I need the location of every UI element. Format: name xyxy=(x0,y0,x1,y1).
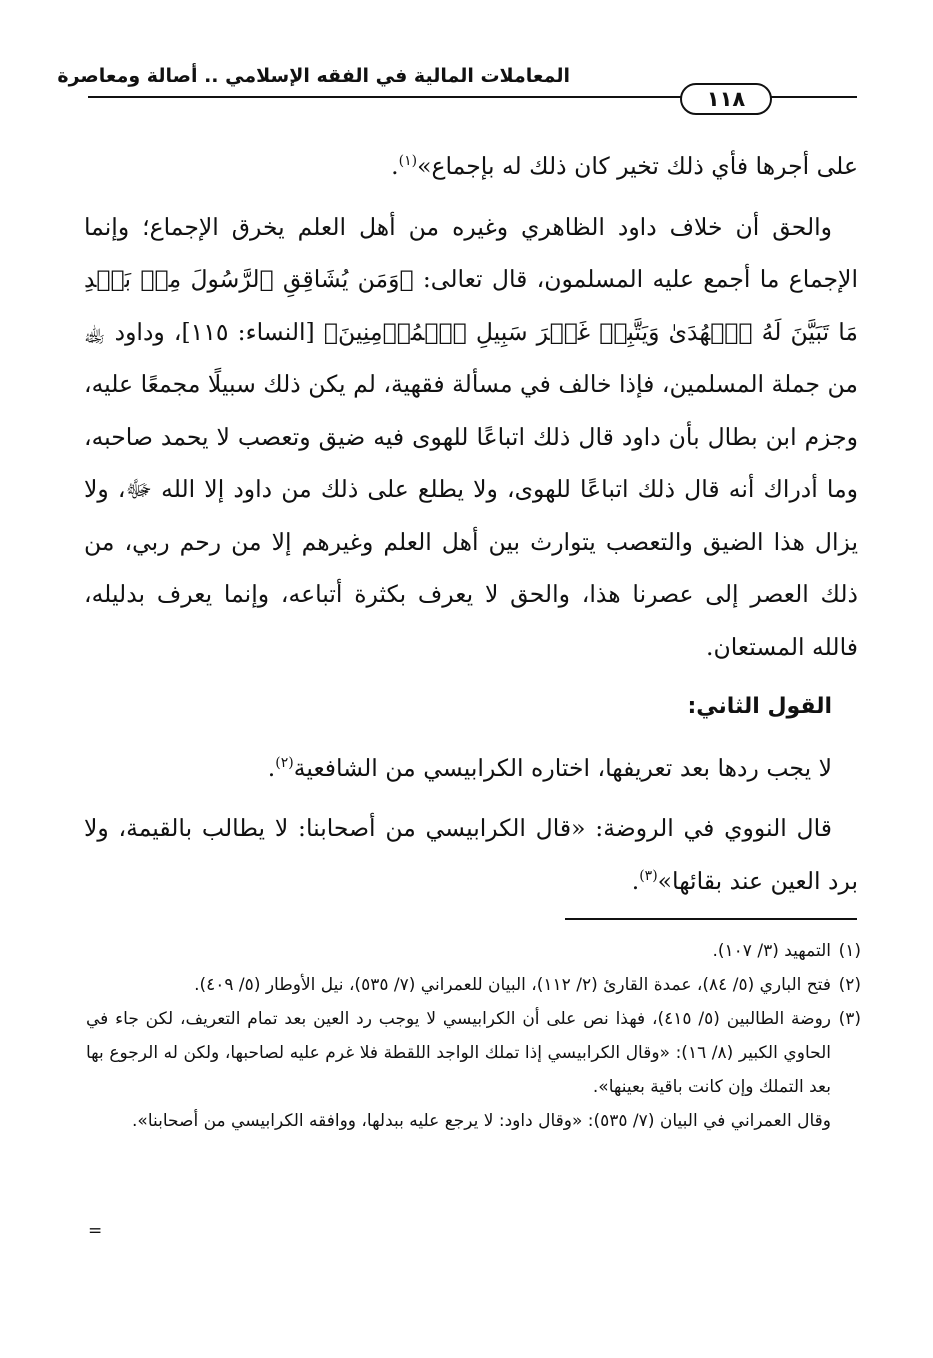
footnote-ref-2: (٢) xyxy=(275,754,294,771)
footnote-3-continued: وقال العمراني في البيان (٧/ ٥٣٥): «وقال داود: لا يرجع عليه ببدلها، ووافقه الكرابيسي من أصحابنا». xyxy=(132,1111,831,1131)
running-title: المعاملات المالية في الفقه الإسلامي .. أصالة ومعاصرة xyxy=(57,65,570,87)
footnote-3 xyxy=(86,1002,861,1104)
footnote-2-mark: (٢) xyxy=(838,975,861,995)
paragraph-3-text: لا يجب ردها بعد تعريفها، اختاره الكرابيسي من الشافعية xyxy=(293,753,832,782)
paragraph-3 xyxy=(84,742,858,795)
footnote-1-mark: (١) xyxy=(838,941,861,961)
page-number: ١١٨ xyxy=(680,83,772,115)
paragraph-3-end: . xyxy=(267,753,276,782)
paragraph-1 xyxy=(84,140,858,193)
footnote-separator xyxy=(565,918,857,920)
paragraph-1-text: على أجرها فأي ذلك تخير كان ذلك له بإجماع» xyxy=(417,152,858,180)
footnote-2 xyxy=(86,968,861,1002)
paragraph-4-end: . xyxy=(631,866,640,895)
footnotes xyxy=(86,934,861,1138)
footnote-3-text: روضة الطالبين (٥/ ٤١٥)، فهذا نص على أن الكرابيسي لا يوجب رد العين بعد تمام التعريف، لكن جاء في الحاوي الكبير (٨/ ١٦): «وقال الكرابيسي إذا تملك الواجد اللقطة فلا غرم عليه لصاحبها، ولكن له الرجوع بها بعد التملك وإن كانت باقية بعينها». xyxy=(86,1009,831,1097)
footnote-3-mark: (٣) xyxy=(838,1009,861,1029)
continuation-mark: = xyxy=(88,1221,103,1241)
section-heading: القول الثاني: xyxy=(687,694,832,719)
main-text xyxy=(84,140,858,907)
paragraph-4-text: قال النووي في الروضة: «قال الكرابيسي من أصحابنا: لا يطالب بالقيمة، ولا برد العين عند بقائها» xyxy=(84,814,858,895)
footnote-ref-3: (٣) xyxy=(639,867,658,884)
footnote-ref-1: (١) xyxy=(398,153,418,170)
footnote-1 xyxy=(86,934,861,968)
footnote-2-text: فتح الباري (٥/ ٨٤)، عمدة القارئ (٢/ ١١٢)، البيان للعمراني (٧/ ٥٣٥)، نيل الأوطار (٥/ ٤٠٩). xyxy=(194,975,831,995)
footnote-1-text: التمهيد (٣/ ١٠٧). xyxy=(712,941,831,961)
paragraph-1-end: . xyxy=(391,152,399,180)
paragraph-4 xyxy=(84,802,858,907)
paragraph-2: والحق أن خلاف داود الظاهري وغيره من أهل العلم يخرق الإجماع؛ وإنما الإجماع ما أجمع عليه المسلمون، قال تعالى: ﴿وَمَن يُشَاقِقِ ٱلرَّسُولَ مِنۢ بَعۡدِ مَا تَبَيَّنَ لَهُ ٱلۡهُدَىٰ وَيَتَّبِعۡ غَيۡرَ سَبِيلِ ٱلۡمُؤۡمِنِينَ﴾ [النساء: ١١٥]، وداود ﵀ من جملة المسلمين، فإذا خالف في مسألة فقهية، لم يكن ذلك سبيلًا مجمعًا عليه، وجزم ابن بطال بأن داود قال ذلك اتباعًا للهوى فيه ضيق وتعصب لا يحمد صاحبه، وما أدراك أنه قال ذلك اتباعًا للهوى، ولا يطلع على ذلك من داود إلا الله ﷻ، ولا يزال هذا الضيق والتعصب يتوارث بين أهل العلم وغيرهم إلا من رحم ربي، من ذلك العصر إلى عصرنا هذا، والحق لا يعرف بكثرة أتباعه، وإنما يعرف بدليله، فالله المستعان. xyxy=(84,212,859,661)
